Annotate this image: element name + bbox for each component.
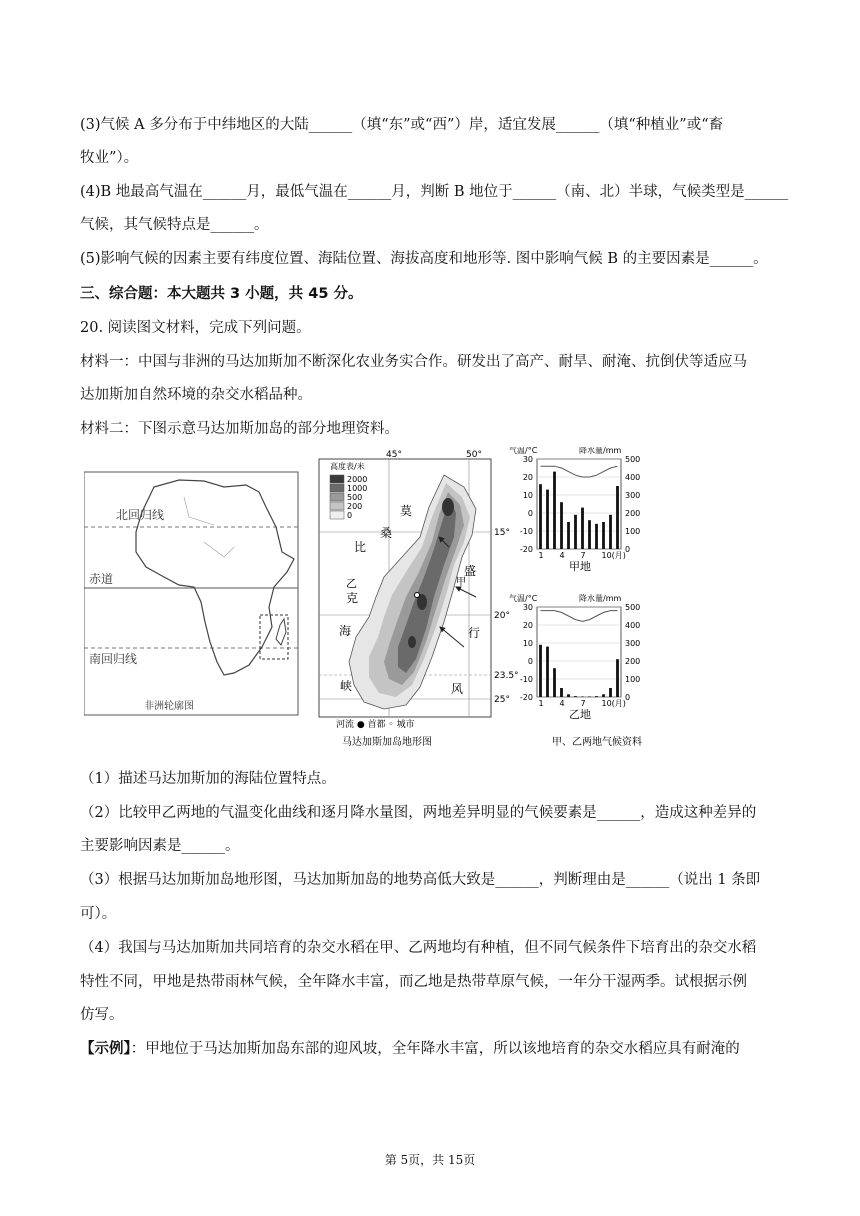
precip-tick: 100 (625, 675, 641, 684)
precip-bar (588, 696, 591, 697)
precip-tick: 100 (625, 527, 641, 536)
material-1-line1: 材料一：中国与非洲的马达加斯加不断深化农业务实合作。研发出了高产、耐旱、耐淹、抗倒伏等适应马 (80, 354, 747, 370)
temp-tick: -20 (519, 545, 533, 554)
station-name: 甲地 (569, 560, 591, 573)
legend-swatch (330, 511, 344, 519)
q20-part2-line1: （2）比较甲乙两地的气温变化曲线和逐月降水量图，两地差异明显的气候要素是______，造成这种差异的 (80, 805, 757, 821)
channel-char: 克 (346, 591, 359, 605)
precip-tick: 300 (625, 639, 641, 648)
precip-bar (553, 472, 556, 549)
equator-label: 赤道 (89, 572, 114, 586)
q20-part2-line2: 主要影响因素是______。 (80, 838, 240, 854)
temp-tick: 20 (522, 621, 533, 630)
example-label: 【示例】 (80, 1041, 131, 1057)
elevation-above-2000 (442, 498, 454, 516)
precip-bar (588, 520, 591, 549)
legend-swatch (330, 475, 344, 483)
precip-tick: 200 (625, 509, 641, 518)
climate-caption: 甲、乙两地气候资料 (552, 737, 642, 748)
month-tick: 10(月) (601, 551, 626, 560)
material-1-line2: 达加斯加自然环境的杂交水稻品种。 (80, 387, 312, 403)
q20-stem: 20. 阅读图文材料，完成下列问题。 (80, 320, 311, 336)
climate-chart-jia (509, 447, 640, 573)
channel-char: 海 (339, 624, 352, 638)
wind-char: 行 (468, 626, 481, 640)
madagascar-caption: 马达加斯加岛地形图 (342, 737, 432, 748)
precip-bar (539, 484, 542, 549)
q19-part3-line2: 牧业”）。 (80, 150, 139, 166)
lat-23-label: 23.5° (494, 671, 519, 681)
precip-bar (581, 508, 584, 549)
precip-bar (595, 696, 598, 697)
precip-bar (560, 688, 563, 697)
precip-bar (567, 522, 570, 549)
temp-tick: 0 (527, 509, 533, 518)
place-jia: 甲 (456, 577, 466, 588)
tropic-n-label: 北回归线 (116, 508, 165, 522)
channel-char: 桑 (380, 526, 393, 540)
temp-tick: -20 (519, 693, 533, 702)
wind-char: 盛 (464, 564, 477, 578)
legend-label: 2000 (347, 475, 368, 484)
precip-bar (602, 522, 605, 549)
precip-tick: 0 (625, 545, 631, 554)
precip-bar (553, 668, 556, 697)
map-bottom-legend: 河流 ● 首都 ◦ 城市 (336, 720, 415, 730)
channel-char: 峡 (340, 679, 353, 693)
channel-char: 莫 (400, 504, 413, 518)
precip-bar (574, 696, 577, 697)
temp-tick: 10 (522, 639, 533, 648)
legend-label: 500 (347, 493, 363, 502)
climate-chart-yi (509, 593, 640, 721)
material-2: 材料二：下图示意马达加斯加岛的部分地理资料。 (80, 421, 399, 437)
q20-part3-line1: （3）根据马达加斯加岛地形图，马达加斯加岛的地势高低大致是______，判断理由是______（说出 1 条即 (80, 872, 761, 888)
precip-bar (602, 694, 605, 697)
precip-axis-label: 降水量/mm (579, 594, 622, 603)
example-line (80, 1037, 740, 1058)
page-footer: 第 5页，共 15页 (384, 1153, 476, 1167)
temp-axis-label: 气温/°C (509, 594, 538, 603)
lon-45-label: 45° (386, 450, 402, 460)
madagascar-terrain-map (319, 450, 519, 748)
africa-outline-map (84, 472, 298, 715)
precip-axis-label: 降水量/mm (579, 447, 622, 455)
q20-part4-line2: 特性不同，甲地是热带雨林气候，全年降水丰富，而乙地是热带草原气候，一年分干湿两季。试根据示例 (80, 974, 747, 990)
month-tick: 7 (580, 551, 586, 560)
legend-swatch (330, 502, 344, 510)
precip-bar (546, 490, 549, 549)
precip-bar (609, 515, 612, 549)
precip-tick: 400 (625, 473, 641, 482)
precip-bar (581, 696, 584, 697)
precip-tick: 200 (625, 657, 641, 666)
lat-15-label: 15° (494, 528, 510, 538)
precip-bar (616, 486, 619, 549)
month-tick: 1 (538, 551, 544, 560)
precip-bar (609, 688, 612, 697)
example-text: ：甲地位于马达加斯加岛东部的迎风坡，全年降水丰富，所以该地培育的杂交水稻应具有耐淹的 (130, 1041, 740, 1057)
q20-part3-line2: 可）。 (80, 906, 117, 922)
precip-bar (567, 694, 570, 697)
q19-part3-line1: (3)气候 A 多分布于中纬地区的大陆______（填“东”或“西”）岸，适宜发展______（填“种植业”或“畜 (80, 117, 724, 133)
q20-part1: （1）描述马达加斯加的海陆位置特点。 (80, 771, 336, 787)
month-tick: 10(月) (601, 699, 626, 708)
precip-bar (560, 502, 563, 549)
section-heading: 三、综合题：本大题共 3 小题，共 45 分。 (80, 286, 363, 302)
wind-char: 风 (451, 682, 464, 696)
q19-part5: (5)影响气候的因素主要有纬度位置、海陆位置、海拔高度和地形等. 图中影响气候 B 的主要因素是______。 (80, 251, 768, 267)
legend-label: 1000 (347, 484, 368, 493)
precip-tick: 0 (625, 693, 631, 702)
temp-tick: 10 (522, 491, 533, 500)
q20-part4-line3: 仿写。 (80, 1007, 124, 1023)
precip-bar (546, 647, 549, 697)
precip-tick: 300 (625, 491, 641, 500)
precip-tick: 400 (625, 621, 641, 630)
month-tick: 4 (559, 551, 565, 560)
month-tick: 1 (538, 699, 544, 708)
geography-figure (84, 447, 684, 757)
africa-caption: 非洲轮廓图 (144, 701, 194, 712)
q19-part4-line2: 气候，其气候特点是______。 (80, 217, 269, 233)
temp-tick: 30 (522, 455, 533, 464)
lat-20-label: 20° (494, 611, 510, 621)
legend-title: 高度表/米 (330, 462, 365, 471)
q20-part4-line1: （4）我国与马达加斯加共同培育的杂交水稻在甲、乙两地均有种植，但不同气候条件下培育出的杂交水稻 (80, 940, 757, 956)
legend-swatch (330, 493, 344, 501)
channel-char: 比 (354, 540, 367, 554)
temp-tick: -10 (519, 675, 533, 684)
month-tick: 7 (580, 699, 586, 708)
capital-dot (415, 593, 420, 598)
temp-tick: 20 (522, 473, 533, 482)
month-tick: 4 (559, 699, 565, 708)
legend-swatch (330, 484, 344, 492)
precip-bar (574, 515, 577, 549)
precip-tick: 500 (625, 603, 641, 612)
station-name: 乙地 (569, 708, 591, 721)
tropic-s-label: 南回归线 (89, 652, 138, 666)
q19-part4-line1: (4)B 地最高气温在______月，最低气温在______月，判断 B 地位于______（南、北）半球，气候类型是______ (80, 184, 789, 200)
legend-label: 200 (347, 502, 363, 511)
precip-bar (539, 645, 542, 697)
lon-50-label: 50° (466, 450, 482, 460)
temp-tick: 0 (527, 657, 533, 666)
climate-charts (509, 447, 640, 721)
temp-axis-label: 气温/°C (509, 447, 538, 455)
temp-tick: -10 (519, 527, 533, 536)
lat-25-label: 25° (494, 695, 510, 705)
place-yi: 乙 (346, 577, 357, 590)
precip-bar (616, 659, 619, 697)
temp-tick: 30 (522, 603, 533, 612)
precip-tick: 500 (625, 455, 641, 464)
legend-label: 0 (347, 511, 353, 520)
precip-bar (595, 524, 598, 549)
